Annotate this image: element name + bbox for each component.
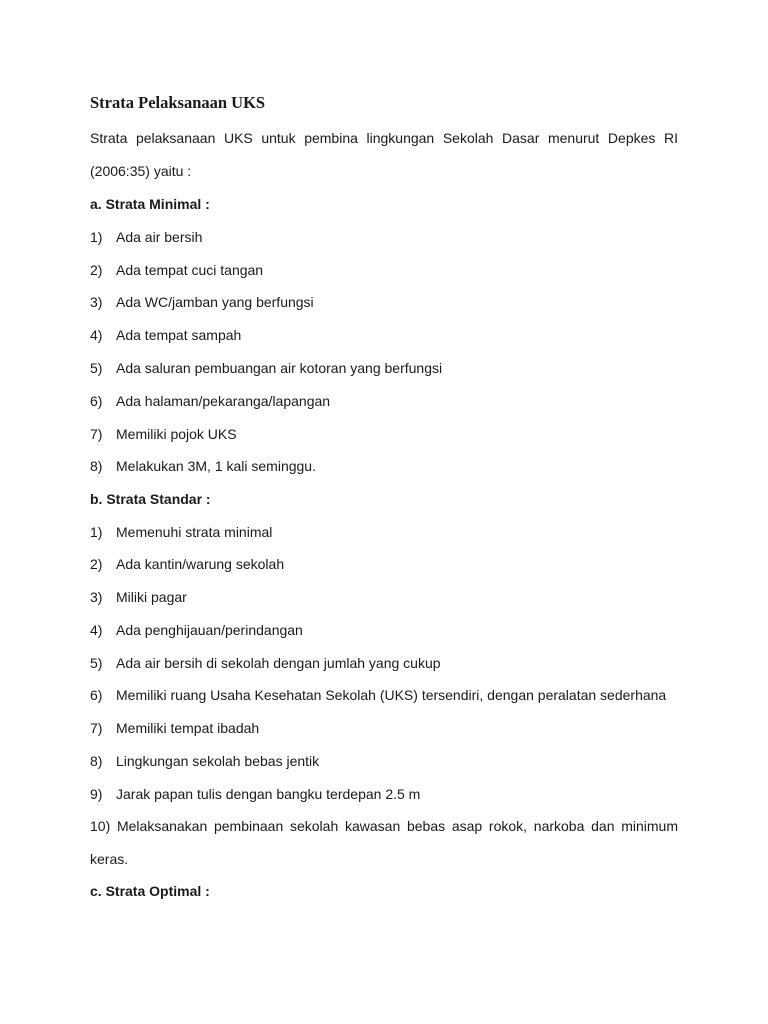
list-item-10-line-1: 10) Melaksanakan pembinaan sekolah kawasan bebas asap rokok, narkoba dan minimum bbox=[90, 818, 678, 834]
list-item-number: 8) bbox=[90, 458, 103, 474]
list-item-text: Ada air bersih bbox=[116, 229, 203, 245]
document-title: Strata Pelaksanaan UKS bbox=[90, 93, 266, 112]
list-item bbox=[90, 359, 678, 377]
list-item-text: Ada WC/jamban yang berfungsi bbox=[116, 294, 314, 310]
list-item bbox=[90, 654, 678, 672]
list-item-text: Ada tempat sampah bbox=[116, 327, 242, 343]
list-item-number: 5) bbox=[90, 655, 103, 671]
intro-paragraph-line-1: Strata pelaksanaan UKS untuk pembina lingkungan Sekolah Dasar menurut Depkes RI bbox=[90, 130, 678, 146]
intro-paragraph-line-2: (2006:35) yaitu : bbox=[90, 163, 192, 179]
list-item-text: Ada air bersih di sekolah dengan jumlah yang cukup bbox=[116, 655, 441, 671]
list-item bbox=[90, 719, 678, 737]
list-item-text: Ada halaman/pekaranga/lapangan bbox=[116, 393, 331, 409]
list-item bbox=[90, 457, 678, 475]
list-item bbox=[90, 621, 678, 639]
list-item-number: 6) bbox=[90, 687, 103, 703]
section-heading-strata-optimal: c. Strata Optimal : bbox=[90, 883, 210, 899]
list-item bbox=[90, 555, 678, 573]
list-item-text: Ada kantin/warung sekolah bbox=[116, 556, 285, 572]
list-item-text: Lingkungan sekolah bebas jentik bbox=[116, 753, 320, 769]
list-item bbox=[90, 228, 678, 246]
list-item-text: Ada penghijauan/perindangan bbox=[116, 622, 303, 638]
list-item-text: Memiliki tempat ibadah bbox=[116, 720, 260, 736]
list-item-text: Memenuhi strata minimal bbox=[116, 524, 273, 540]
list-item-text: Jarak papan tulis dengan bangku terdepan 2.5 m bbox=[116, 786, 421, 802]
list-item-number: 4) bbox=[90, 327, 103, 343]
list-item bbox=[90, 523, 678, 541]
list-item bbox=[90, 392, 678, 410]
list-item-number: 7) bbox=[90, 426, 103, 442]
list-item-number: 5) bbox=[90, 360, 103, 376]
list-item-number: 3) bbox=[90, 294, 103, 310]
section-heading-strata-minimal: a. Strata Minimal : bbox=[90, 196, 210, 212]
list-item bbox=[90, 588, 678, 606]
list-item-number: 4) bbox=[90, 622, 103, 638]
list-item-number: 6) bbox=[90, 393, 103, 409]
list-item bbox=[90, 293, 678, 311]
list-item-10-line-2: keras. bbox=[90, 851, 129, 867]
list-item bbox=[90, 686, 678, 704]
list-item-number: 1) bbox=[90, 524, 103, 540]
list-item-text: Memiliki pojok UKS bbox=[116, 426, 237, 442]
list-item-text: Memiliki ruang Usaha Kesehatan Sekolah (UKS) tersendiri, dengan peralatan sederhana bbox=[116, 687, 667, 703]
list-item-number: 2) bbox=[90, 556, 103, 572]
list-item bbox=[90, 326, 678, 344]
list-item-text: Ada tempat cuci tangan bbox=[116, 262, 264, 278]
list-item bbox=[90, 785, 678, 803]
list-item-number: 9) bbox=[90, 786, 103, 802]
list-item-number: 2) bbox=[90, 262, 103, 278]
list-item bbox=[90, 261, 678, 279]
list-item-number: 8) bbox=[90, 753, 103, 769]
list-item-text: Miliki pagar bbox=[116, 589, 187, 605]
list-item bbox=[90, 425, 678, 443]
list-item-number: 3) bbox=[90, 589, 103, 605]
list-item-number: 7) bbox=[90, 720, 103, 736]
list-item-text: Ada saluran pembuangan air kotoran yang berfungsi bbox=[116, 360, 443, 376]
section-heading-strata-standar: b. Strata Standar : bbox=[90, 491, 211, 507]
list-item-number: 1) bbox=[90, 229, 103, 245]
list-item-text: Melakukan 3M, 1 kali seminggu. bbox=[116, 458, 316, 474]
list-item bbox=[90, 752, 678, 770]
